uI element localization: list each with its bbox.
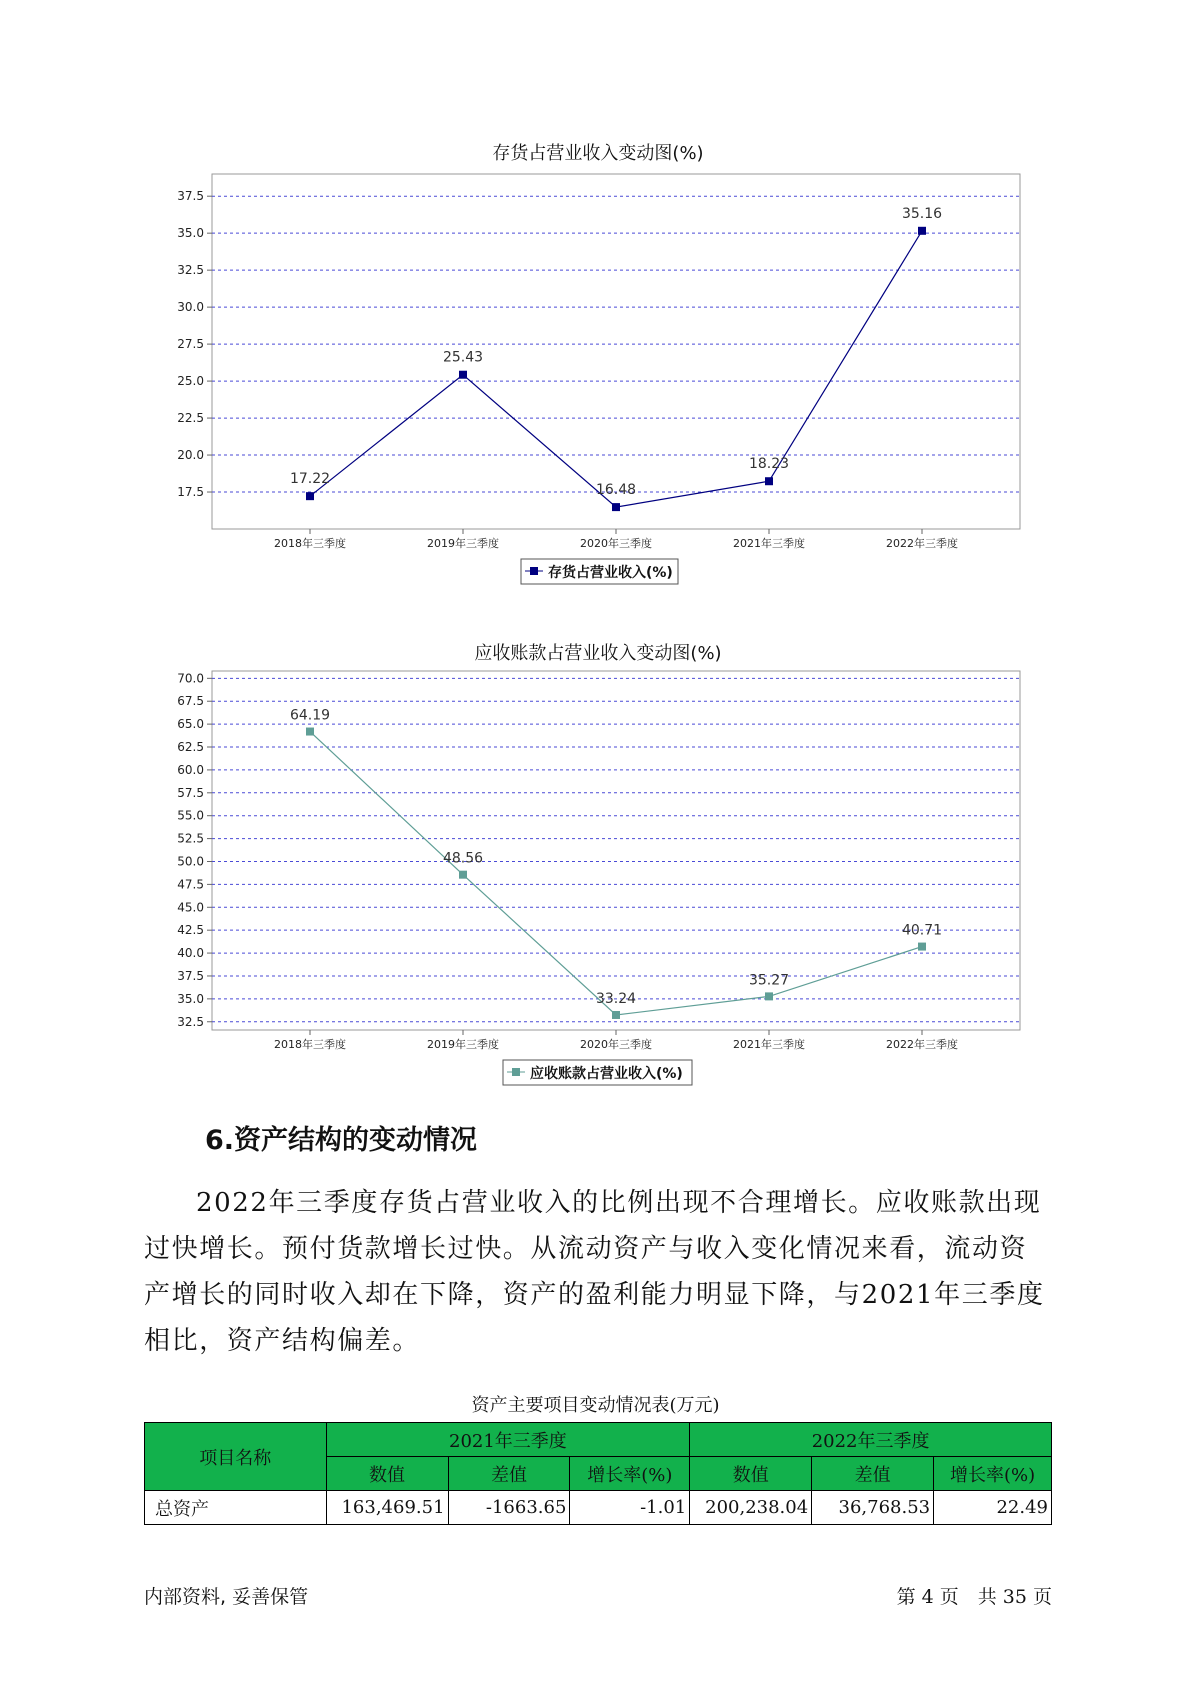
x-tick-label: 2021年三季度 [733,1038,805,1051]
inventory-chart-svg [0,130,1191,600]
y-axis-ticks [177,671,212,1028]
y-tick-label: 45.0 [177,900,204,915]
y-tick-label: 37.5 [177,968,204,983]
y-tick-label: 22.5 [177,411,204,426]
header-rate: 增长率(%) [570,1457,690,1491]
y-tick-label: 57.5 [177,785,204,800]
row-rate-2021: -1.01 [570,1491,690,1525]
x-axis-ticks [274,1030,958,1051]
data-label: 25.43 [442,349,484,366]
y-tick-label: 35.0 [177,226,204,241]
data-point [765,477,773,485]
data-label: 48.56 [442,850,484,867]
data-label: 16.48 [595,482,637,499]
data-label: 17.22 [289,471,331,488]
legend-marker [512,1068,520,1076]
section-paragraph: 2022年三季度存货占营业收入的比例出现不合理增长。应收账款出现过快增长。预付货款增长过快。从流动资产与收入变化情况来看，流动资产增长的同时收入却在下降，资产的盈利能力明显下降，与2021年三季度相比，资产结构偏差。 [144,1188,1045,1356]
y-tick-label: 42.5 [177,923,204,938]
y-tick-label: 67.5 [177,694,204,709]
table-caption: 资产主要项目变动情况表(万元) [471,1395,720,1416]
x-tick-label: 2021年三季度 [733,537,805,550]
inventory-chart [0,130,1191,604]
y-tick-label: 25.0 [177,374,204,389]
row-value-2022: 200,238.04 [690,1491,812,1525]
header-rate: 增长率(%) [934,1457,1052,1491]
data-point [306,728,314,736]
y-axis-ticks [177,189,212,499]
data-label: 18.23 [748,456,790,473]
row-name: 总资产 [145,1491,327,1525]
data-point [765,992,773,1000]
y-tick-label: 32.5 [177,263,204,278]
x-tick-label: 2022年三季度 [886,1038,958,1051]
y-tick-label: 62.5 [177,740,204,755]
data-label: 35.16 [901,205,943,222]
y-tick-label: 52.5 [177,831,204,846]
header-diff: 差值 [448,1457,570,1491]
data-point [459,371,467,379]
legend [503,1060,692,1085]
y-tick-label: 50.0 [177,854,204,869]
receivables-chart-svg [0,630,1191,1100]
data-point [918,227,926,235]
x-tick-label: 2022年三季度 [886,537,958,550]
x-tick-label: 2019年三季度 [427,1038,499,1051]
header-value: 数值 [326,1457,448,1491]
header-period-2022: 2022年三季度 [690,1423,1052,1457]
data-point [306,492,314,500]
x-tick-label: 2018年三季度 [274,537,346,550]
x-tick-label: 2018年三季度 [274,1038,346,1051]
data-label: 35.27 [748,972,790,989]
x-tick-label: 2020年三季度 [580,537,652,550]
header-diff: 差值 [812,1457,934,1491]
data-label: 33.24 [595,990,637,1007]
receivables-chart [0,630,1191,1104]
legend [521,559,678,584]
legend-label: 应收账款占营业收入(%) [530,1066,683,1082]
footer-confidential: 内部资料, 妥善保管 [144,1586,309,1608]
y-tick-label: 40.0 [177,946,204,961]
chart-title: 应收账款占营业收入变动图(%) [474,643,722,664]
data-point [612,1011,620,1019]
data-point [918,943,926,951]
data-point [612,503,620,511]
row-diff-2022: 36,768.53 [812,1491,934,1525]
y-tick-label: 65.0 [177,717,204,732]
x-tick-label: 2019年三季度 [427,537,499,550]
y-tick-label: 27.5 [177,337,204,352]
y-tick-label: 17.5 [177,485,204,500]
legend-marker [530,567,538,575]
table-row [145,1491,1052,1525]
header-value: 数值 [690,1457,812,1491]
header-period-2021: 2021年三季度 [326,1423,690,1457]
table-header-row [145,1423,1052,1457]
plot-area [212,174,1020,529]
asset-change-table [144,1422,1052,1525]
row-value-2021: 163,469.51 [326,1491,448,1525]
y-tick-label: 47.5 [177,877,204,892]
y-tick-label: 60.0 [177,762,204,777]
y-tick-label: 20.0 [177,448,204,463]
x-tick-label: 2020年三季度 [580,1038,652,1051]
y-tick-label: 35.0 [177,991,204,1006]
y-tick-label: 37.5 [177,189,204,204]
y-tick-label: 55.0 [177,808,204,823]
data-label: 40.71 [901,922,943,939]
header-item-name: 项目名称 [145,1423,327,1491]
x-axis-ticks [274,529,958,550]
data-point [459,871,467,879]
row-diff-2021: -1663.65 [448,1491,570,1525]
section-heading: 6.资产结构的变动情况 [205,1125,478,1156]
row-rate-2022: 22.49 [934,1491,1052,1525]
data-label: 64.19 [289,707,331,724]
y-tick-label: 32.5 [177,1014,204,1029]
y-tick-label: 30.0 [177,300,204,315]
footer-page-number: 第 4 页 共 35 页 [896,1586,1052,1608]
legend-label: 存货占营业收入(%) [548,565,673,581]
chart-title: 存货占营业收入变动图(%) [492,143,704,164]
y-tick-label: 70.0 [177,671,204,686]
